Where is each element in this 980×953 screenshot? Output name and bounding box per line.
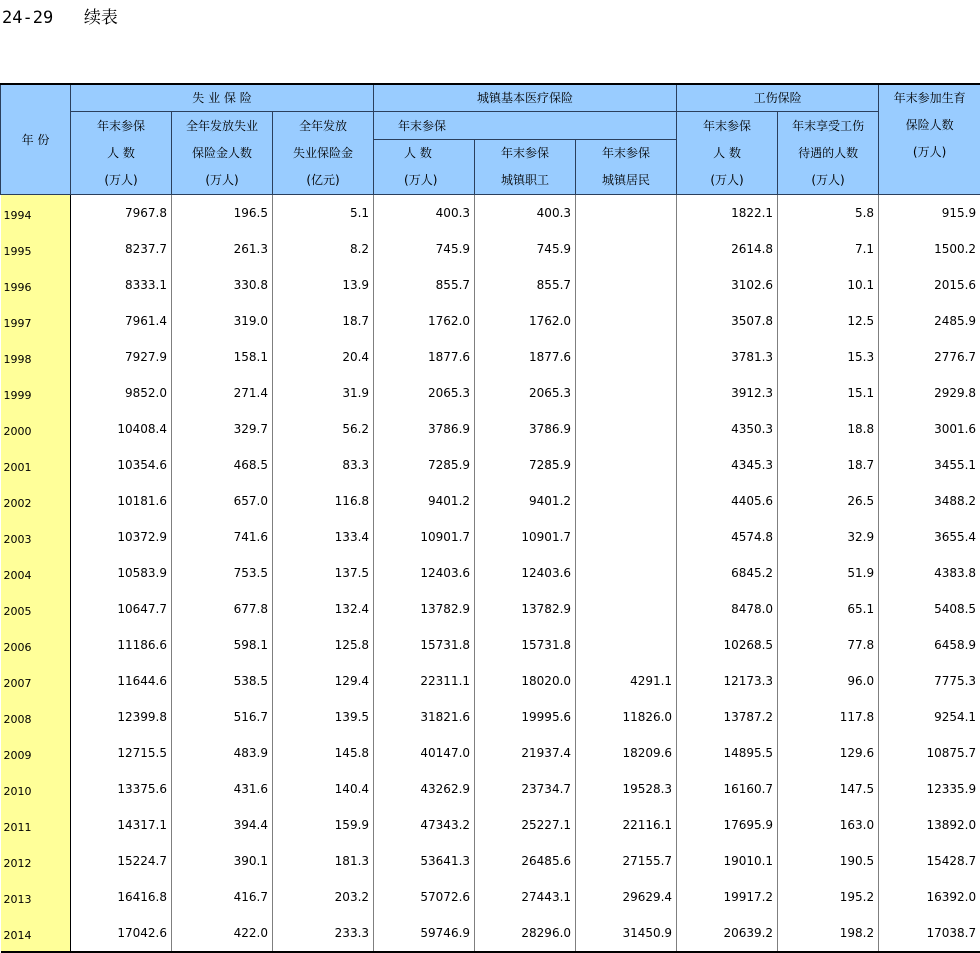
cell-unemp-beneficiaries: 196.5 <box>172 195 273 232</box>
table-row <box>1 303 980 339</box>
cell-med-urban-residents <box>576 195 677 232</box>
unemp-benefits-line2: 失业保险金 <box>273 140 373 167</box>
cell-med-insured-total: 3786.9 <box>374 411 475 447</box>
cell-med-urban-employees: 15731.8 <box>475 627 576 663</box>
cell-med-urban-residents: 18209.6 <box>576 735 677 771</box>
cell-injury-insured: 12173.3 <box>677 663 778 699</box>
cell-maternity-insured: 915.9 <box>879 195 980 232</box>
cell-unemp-beneficiaries: 422.0 <box>172 915 273 952</box>
cell-unemp-insured: 7927.9 <box>71 339 172 375</box>
cell-year: 1997 <box>1 303 71 339</box>
unemp-beneficiaries-header <box>172 112 273 195</box>
cell-unemp-beneficiaries: 261.3 <box>172 231 273 267</box>
cell-med-urban-employees: 18020.0 <box>475 663 576 699</box>
cell-unemp-insured: 8237.7 <box>71 231 172 267</box>
med-total-line2: (万人) <box>404 167 474 194</box>
unemp-insured-line3: (万人) <box>71 167 171 194</box>
table-row <box>1 339 980 375</box>
cell-injury-insured: 8478.0 <box>677 591 778 627</box>
cell-unemp-insured: 17042.6 <box>71 915 172 952</box>
year-header: 年 份 <box>1 84 71 195</box>
cell-unemp-insured: 15224.7 <box>71 843 172 879</box>
cell-unemp-benefits-paid: 145.8 <box>273 735 374 771</box>
table-row <box>1 555 980 591</box>
med-total-line1: 人 数 <box>404 140 474 167</box>
cell-unemp-benefits-paid: 140.4 <box>273 771 374 807</box>
cell-unemp-beneficiaries: 319.0 <box>172 303 273 339</box>
cell-unemp-beneficiaries: 741.6 <box>172 519 273 555</box>
cell-year: 2014 <box>1 915 71 952</box>
cell-injury-insured: 1822.1 <box>677 195 778 232</box>
cell-med-urban-employees: 26485.6 <box>475 843 576 879</box>
cell-injury-insured: 3912.3 <box>677 375 778 411</box>
cell-med-insured-total: 855.7 <box>374 267 475 303</box>
cell-unemp-benefits-paid: 8.2 <box>273 231 374 267</box>
cell-unemp-insured: 16416.8 <box>71 879 172 915</box>
unemp-insured-header <box>71 112 172 195</box>
cell-unemp-benefits-paid: 20.4 <box>273 339 374 375</box>
cell-unemp-insured: 10583.9 <box>71 555 172 591</box>
cell-injury-insured: 4574.8 <box>677 519 778 555</box>
cell-year: 2009 <box>1 735 71 771</box>
cell-unemp-insured: 12399.8 <box>71 699 172 735</box>
med-urban-residents-header <box>576 140 677 195</box>
cell-unemp-beneficiaries: 330.8 <box>172 267 273 303</box>
cell-injury-insured: 19010.1 <box>677 843 778 879</box>
cell-med-urban-employees: 12403.6 <box>475 555 576 591</box>
table-row <box>1 195 980 232</box>
cell-med-urban-residents <box>576 627 677 663</box>
cell-med-insured-total: 53641.3 <box>374 843 475 879</box>
table-row <box>1 375 980 411</box>
cell-med-insured-total: 400.3 <box>374 195 475 232</box>
cell-med-insured-total: 13782.9 <box>374 591 475 627</box>
cell-unemp-insured: 10181.6 <box>71 483 172 519</box>
cell-unemp-beneficiaries: 657.0 <box>172 483 273 519</box>
page-title: 24-29 续表 <box>2 5 118 31</box>
cell-med-urban-residents <box>576 375 677 411</box>
cell-med-urban-residents <box>576 447 677 483</box>
cell-injury-insured: 4345.3 <box>677 447 778 483</box>
cell-injury-beneficiaries: 198.2 <box>778 915 879 952</box>
injury-insured-header <box>677 112 778 195</box>
maternity-insured-line1: 保险人数 <box>879 112 980 139</box>
cell-unemp-benefits-paid: 233.3 <box>273 915 374 952</box>
cell-maternity-insured: 2485.9 <box>879 303 980 339</box>
cell-maternity-insured: 17038.7 <box>879 915 980 952</box>
table-row <box>1 267 980 303</box>
cell-maternity-insured: 6458.9 <box>879 627 980 663</box>
cell-med-insured-total: 9401.2 <box>374 483 475 519</box>
table-row <box>1 807 980 843</box>
table-row <box>1 483 980 519</box>
cell-injury-insured: 16160.7 <box>677 771 778 807</box>
cell-maternity-insured: 3001.6 <box>879 411 980 447</box>
cell-med-urban-residents: 29629.4 <box>576 879 677 915</box>
cell-med-insured-total: 2065.3 <box>374 375 475 411</box>
cell-med-insured-total: 1762.0 <box>374 303 475 339</box>
cell-injury-insured: 10268.5 <box>677 627 778 663</box>
maternity-insured-line2: (万人) <box>879 139 980 166</box>
cell-unemp-insured: 12715.5 <box>71 735 172 771</box>
cell-injury-beneficiaries: 129.6 <box>778 735 879 771</box>
cell-unemp-beneficiaries: 483.9 <box>172 735 273 771</box>
cell-year: 2013 <box>1 879 71 915</box>
cell-unemp-beneficiaries: 271.4 <box>172 375 273 411</box>
cell-unemp-benefits-paid: 83.3 <box>273 447 374 483</box>
cell-injury-beneficiaries: 5.8 <box>778 195 879 232</box>
cell-med-insured-total: 43262.9 <box>374 771 475 807</box>
cell-unemp-beneficiaries: 329.7 <box>172 411 273 447</box>
injury-insured-line1: 年末参保 <box>677 113 777 140</box>
cell-unemp-benefits-paid: 159.9 <box>273 807 374 843</box>
cell-injury-insured: 6845.2 <box>677 555 778 591</box>
cell-med-urban-residents <box>576 411 677 447</box>
cell-unemp-benefits-paid: 132.4 <box>273 591 374 627</box>
cell-unemp-benefits-paid: 5.1 <box>273 195 374 232</box>
cell-unemp-insured: 10372.9 <box>71 519 172 555</box>
table-row <box>1 915 980 952</box>
cell-injury-insured: 14895.5 <box>677 735 778 771</box>
cell-year: 2012 <box>1 843 71 879</box>
cell-med-urban-residents <box>576 339 677 375</box>
injury-insured-line3: (万人) <box>677 167 777 194</box>
med-residents-line2: 城镇居民 <box>576 167 676 194</box>
cell-unemp-benefits-paid: 129.4 <box>273 663 374 699</box>
cell-unemp-insured: 8333.1 <box>71 267 172 303</box>
cell-injury-insured: 20639.2 <box>677 915 778 952</box>
cell-injury-beneficiaries: 7.1 <box>778 231 879 267</box>
cell-med-urban-residents: 4291.1 <box>576 663 677 699</box>
cell-med-urban-residents: 27155.7 <box>576 843 677 879</box>
cell-injury-beneficiaries: 15.3 <box>778 339 879 375</box>
maternity-insurance-header: 年末参加生育 <box>879 84 980 112</box>
injury-beneficiaries-header <box>778 112 879 195</box>
injury-beneficiaries-line2: 待遇的人数 <box>778 140 878 167</box>
cell-injury-beneficiaries: 195.2 <box>778 879 879 915</box>
statistics-table <box>0 83 980 953</box>
cell-med-urban-employees: 28296.0 <box>475 915 576 952</box>
table-row <box>1 735 980 771</box>
cell-injury-insured: 3102.6 <box>677 267 778 303</box>
table-row <box>1 771 980 807</box>
cell-unemp-beneficiaries: 394.4 <box>172 807 273 843</box>
table-row <box>1 231 980 267</box>
med-employees-line1: 年末参保 <box>475 140 575 167</box>
injury-insured-line2: 人 数 <box>677 140 777 167</box>
unemp-beneficiaries-line1: 全年发放失业 <box>172 113 272 140</box>
cell-med-urban-residents <box>576 483 677 519</box>
cell-med-urban-residents: 11826.0 <box>576 699 677 735</box>
cell-injury-beneficiaries: 147.5 <box>778 771 879 807</box>
cell-med-urban-employees: 2065.3 <box>475 375 576 411</box>
cell-unemp-benefits-paid: 31.9 <box>273 375 374 411</box>
table-body <box>1 195 980 953</box>
cell-med-urban-employees: 25227.1 <box>475 807 576 843</box>
cell-unemp-insured: 11644.6 <box>71 663 172 699</box>
cell-unemp-beneficiaries: 598.1 <box>172 627 273 663</box>
cell-injury-beneficiaries: 117.8 <box>778 699 879 735</box>
table-row <box>1 843 980 879</box>
cell-maternity-insured: 2015.6 <box>879 267 980 303</box>
header-row-2 <box>1 112 980 140</box>
med-residents-line1: 年末参保 <box>576 140 676 167</box>
cell-unemp-insured: 10647.7 <box>71 591 172 627</box>
cell-med-insured-total: 31821.6 <box>374 699 475 735</box>
cell-unemp-beneficiaries: 431.6 <box>172 771 273 807</box>
cell-maternity-insured: 16392.0 <box>879 879 980 915</box>
cell-unemp-insured: 14317.1 <box>71 807 172 843</box>
cell-med-urban-employees: 745.9 <box>475 231 576 267</box>
cell-maternity-insured: 2776.7 <box>879 339 980 375</box>
table-row <box>1 591 980 627</box>
cell-injury-beneficiaries: 163.0 <box>778 807 879 843</box>
injury-beneficiaries-line3: (万人) <box>778 167 878 194</box>
cell-med-urban-employees: 1877.6 <box>475 339 576 375</box>
injury-insurance-header: 工伤保险 <box>677 84 879 112</box>
cell-med-urban-residents <box>576 555 677 591</box>
unemp-beneficiaries-line2: 保险金人数 <box>172 140 272 167</box>
cell-year: 2002 <box>1 483 71 519</box>
cell-med-insured-total: 15731.8 <box>374 627 475 663</box>
cell-injury-insured: 4350.3 <box>677 411 778 447</box>
table-row <box>1 447 980 483</box>
cell-injury-beneficiaries: 77.8 <box>778 627 879 663</box>
cell-med-urban-employees: 27443.1 <box>475 879 576 915</box>
cell-year: 2010 <box>1 771 71 807</box>
cell-med-urban-residents <box>576 303 677 339</box>
cell-unemp-benefits-paid: 203.2 <box>273 879 374 915</box>
cell-med-insured-total: 745.9 <box>374 231 475 267</box>
cell-year: 2006 <box>1 627 71 663</box>
cell-maternity-insured: 3455.1 <box>879 447 980 483</box>
cell-injury-insured: 3781.3 <box>677 339 778 375</box>
cell-unemp-insured: 10354.6 <box>71 447 172 483</box>
cell-unemp-beneficiaries: 516.7 <box>172 699 273 735</box>
cell-injury-beneficiaries: 32.9 <box>778 519 879 555</box>
cell-injury-beneficiaries: 12.5 <box>778 303 879 339</box>
cell-med-urban-residents: 19528.3 <box>576 771 677 807</box>
cell-med-urban-employees: 10901.7 <box>475 519 576 555</box>
cell-unemp-benefits-paid: 18.7 <box>273 303 374 339</box>
cell-unemp-beneficiaries: 158.1 <box>172 339 273 375</box>
cell-maternity-insured: 4383.8 <box>879 555 980 591</box>
cell-injury-beneficiaries: 26.5 <box>778 483 879 519</box>
cell-med-urban-residents <box>576 591 677 627</box>
cell-unemp-insured: 13375.6 <box>71 771 172 807</box>
med-employees-line2: 城镇职工 <box>475 167 575 194</box>
cell-med-urban-residents <box>576 519 677 555</box>
table-row <box>1 879 980 915</box>
cell-med-insured-total: 40147.0 <box>374 735 475 771</box>
cell-injury-beneficiaries: 190.5 <box>778 843 879 879</box>
cell-med-urban-employees: 13782.9 <box>475 591 576 627</box>
cell-injury-insured: 3507.8 <box>677 303 778 339</box>
cell-med-urban-employees: 7285.9 <box>475 447 576 483</box>
cell-year: 1998 <box>1 339 71 375</box>
cell-year: 2007 <box>1 663 71 699</box>
cell-med-urban-employees: 1762.0 <box>475 303 576 339</box>
cell-year: 1999 <box>1 375 71 411</box>
cell-maternity-insured: 3488.2 <box>879 483 980 519</box>
cell-med-urban-residents: 31450.9 <box>576 915 677 952</box>
cell-unemp-insured: 10408.4 <box>71 411 172 447</box>
cell-injury-beneficiaries: 96.0 <box>778 663 879 699</box>
unemp-insured-line2: 人 数 <box>71 140 171 167</box>
cell-med-urban-employees: 3786.9 <box>475 411 576 447</box>
med-total-header <box>374 140 475 195</box>
cell-med-insured-total: 10901.7 <box>374 519 475 555</box>
cell-unemp-beneficiaries: 468.5 <box>172 447 273 483</box>
cell-maternity-insured: 3655.4 <box>879 519 980 555</box>
cell-injury-insured: 13787.2 <box>677 699 778 735</box>
unemployment-insurance-header: 失 业 保 险 <box>71 84 374 112</box>
cell-med-urban-employees: 19995.6 <box>475 699 576 735</box>
medical-insurance-header: 城镇基本医疗保险 <box>374 84 677 112</box>
cell-year: 1996 <box>1 267 71 303</box>
cell-med-insured-total: 59746.9 <box>374 915 475 952</box>
cell-injury-beneficiaries: 51.9 <box>778 555 879 591</box>
cell-med-urban-residents <box>576 231 677 267</box>
unemp-benefits-line3: (亿元) <box>273 167 373 194</box>
cell-injury-beneficiaries: 18.8 <box>778 411 879 447</box>
unemp-benefits-paid-header <box>273 112 374 195</box>
cell-unemp-benefits-paid: 137.5 <box>273 555 374 591</box>
cell-injury-insured: 19917.2 <box>677 879 778 915</box>
cell-unemp-beneficiaries: 416.7 <box>172 879 273 915</box>
cell-maternity-insured: 9254.1 <box>879 699 980 735</box>
unemp-insured-line1: 年末参保 <box>71 113 171 140</box>
cell-med-insured-total: 1877.6 <box>374 339 475 375</box>
header-row-1 <box>1 84 980 112</box>
cell-unemp-benefits-paid: 13.9 <box>273 267 374 303</box>
cell-maternity-insured: 13892.0 <box>879 807 980 843</box>
cell-unemp-insured: 7967.8 <box>71 195 172 232</box>
table-row <box>1 519 980 555</box>
cell-med-urban-employees: 400.3 <box>475 195 576 232</box>
cell-year: 1994 <box>1 195 71 232</box>
injury-beneficiaries-line1: 年末享受工伤 <box>778 113 878 140</box>
cell-unemp-benefits-paid: 133.4 <box>273 519 374 555</box>
cell-year: 2003 <box>1 519 71 555</box>
cell-med-insured-total: 12403.6 <box>374 555 475 591</box>
cell-med-urban-residents <box>576 267 677 303</box>
cell-unemp-benefits-paid: 181.3 <box>273 843 374 879</box>
cell-unemp-benefits-paid: 125.8 <box>273 627 374 663</box>
unemp-beneficiaries-line3: (万人) <box>172 167 272 194</box>
cell-med-insured-total: 22311.1 <box>374 663 475 699</box>
med-insured-header: 年末参保 <box>374 112 677 140</box>
table-row <box>1 627 980 663</box>
cell-unemp-insured: 9852.0 <box>71 375 172 411</box>
cell-med-insured-total: 7285.9 <box>374 447 475 483</box>
cell-unemp-beneficiaries: 390.1 <box>172 843 273 879</box>
cell-year: 2005 <box>1 591 71 627</box>
cell-med-urban-residents: 22116.1 <box>576 807 677 843</box>
cell-year: 2011 <box>1 807 71 843</box>
cell-med-urban-employees: 855.7 <box>475 267 576 303</box>
cell-injury-insured: 17695.9 <box>677 807 778 843</box>
cell-med-urban-employees: 21937.4 <box>475 735 576 771</box>
med-urban-employees-header <box>475 140 576 195</box>
cell-med-insured-total: 57072.6 <box>374 879 475 915</box>
cell-maternity-insured: 5408.5 <box>879 591 980 627</box>
cell-unemp-benefits-paid: 139.5 <box>273 699 374 735</box>
cell-injury-insured: 2614.8 <box>677 231 778 267</box>
cell-med-urban-employees: 23734.7 <box>475 771 576 807</box>
cell-year: 2004 <box>1 555 71 591</box>
cell-med-insured-total: 47343.2 <box>374 807 475 843</box>
cell-med-urban-employees: 9401.2 <box>475 483 576 519</box>
cell-injury-beneficiaries: 15.1 <box>778 375 879 411</box>
cell-injury-beneficiaries: 10.1 <box>778 267 879 303</box>
cell-unemp-insured: 7961.4 <box>71 303 172 339</box>
table-row <box>1 663 980 699</box>
cell-year: 2001 <box>1 447 71 483</box>
cell-unemp-beneficiaries: 677.8 <box>172 591 273 627</box>
unemp-benefits-line1: 全年发放 <box>273 113 373 140</box>
cell-maternity-insured: 1500.2 <box>879 231 980 267</box>
cell-maternity-insured: 12335.9 <box>879 771 980 807</box>
cell-year: 2000 <box>1 411 71 447</box>
cell-injury-insured: 4405.6 <box>677 483 778 519</box>
cell-maternity-insured: 7775.3 <box>879 663 980 699</box>
cell-year: 2008 <box>1 699 71 735</box>
table-row <box>1 411 980 447</box>
cell-unemp-insured: 11186.6 <box>71 627 172 663</box>
cell-maternity-insured: 10875.7 <box>879 735 980 771</box>
cell-year: 1995 <box>1 231 71 267</box>
cell-unemp-benefits-paid: 56.2 <box>273 411 374 447</box>
cell-maternity-insured: 2929.8 <box>879 375 980 411</box>
cell-injury-beneficiaries: 65.1 <box>778 591 879 627</box>
table-row <box>1 699 980 735</box>
cell-maternity-insured: 15428.7 <box>879 843 980 879</box>
maternity-insured-header <box>879 112 980 195</box>
cell-injury-beneficiaries: 18.7 <box>778 447 879 483</box>
cell-unemp-beneficiaries: 538.5 <box>172 663 273 699</box>
cell-unemp-beneficiaries: 753.5 <box>172 555 273 591</box>
cell-unemp-benefits-paid: 116.8 <box>273 483 374 519</box>
